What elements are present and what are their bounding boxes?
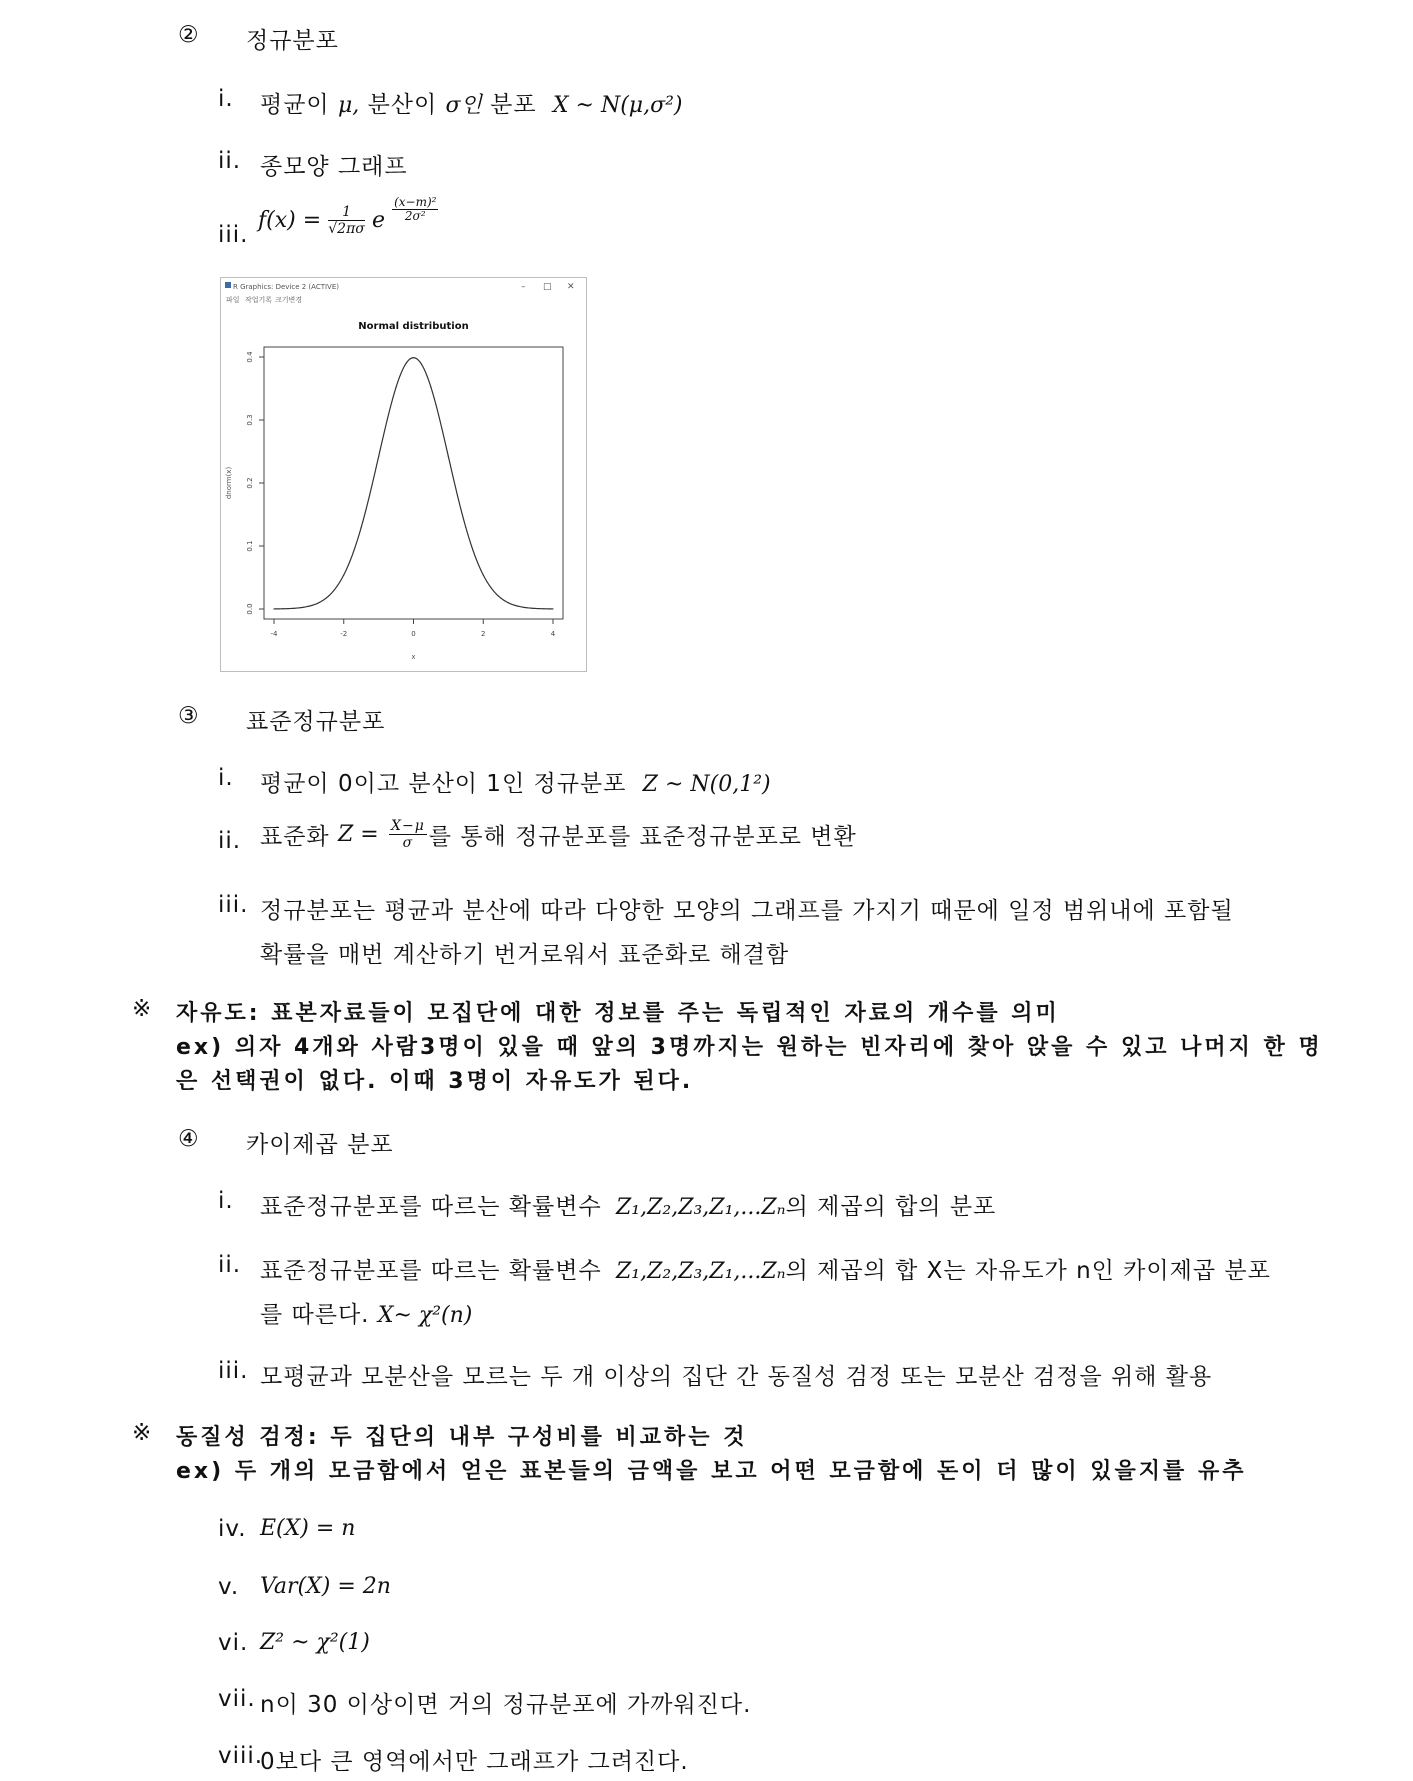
section-marker-4: ④	[178, 1126, 200, 1152]
item-text: 모평균과 모분산을 모르는 두 개 이상의 집단 간 동질성 검정 또는 모분산 검정을 위해 활용	[260, 1364, 1213, 1390]
data-point	[291, 608, 292, 609]
data-point	[483, 574, 484, 575]
math-exponent	[392, 196, 438, 223]
data-point	[500, 597, 501, 598]
item-text: 표준화	[260, 824, 330, 850]
math-formula: X~ χ²(n)	[377, 1303, 473, 1328]
list-item-line2	[260, 1296, 472, 1329]
x-axis-label: x	[411, 653, 416, 661]
fraction-denominator: σ	[402, 835, 414, 851]
data-point	[326, 597, 327, 598]
close-icon[interactable]: ✕	[567, 282, 575, 292]
list-item	[260, 765, 771, 798]
item-text: 를 통해 정규분포를 표준정규분포로 변환	[428, 824, 857, 850]
math-mu: μ,	[337, 93, 360, 118]
item-text: 종모양 그래프	[260, 154, 408, 180]
item-number: viii.	[218, 1743, 264, 1769]
exponent-numerator: (x−m)²	[394, 195, 437, 209]
menu-history[interactable]: 작업기록	[245, 296, 273, 304]
data-point	[448, 456, 449, 457]
r-app-icon	[225, 282, 231, 288]
plot-frame	[264, 347, 563, 619]
math-vars: Z₁,Z₂,Z₃,Z₁,...Zₙ	[616, 1195, 786, 1220]
math-formula: X ~ N(μ,σ²)	[552, 93, 683, 118]
item-number: i.	[218, 86, 234, 112]
maximize-icon[interactable]: □	[543, 282, 552, 292]
minimize-icon[interactable]: –	[521, 282, 526, 292]
data-point	[535, 608, 536, 609]
note-line: 은 선택권이 없다. 이때 3명이 자유도가 된다.	[176, 1069, 694, 1094]
note-line: ex) 의자 4개와 사람3명이 있을 때 앞의 3명까지는 원하는 빈자리에 찾아 앉을 수 있고 나머지 한 명	[176, 1035, 1323, 1060]
math-vars: Z₁,Z₂,Z₃,Z₁,...Zₙ	[616, 1259, 786, 1284]
section-title-normal: 정규분포	[246, 28, 339, 54]
math-fraction	[389, 818, 427, 851]
math-fraction	[328, 204, 365, 237]
list-item	[260, 818, 857, 851]
reference-mark: ※	[132, 996, 153, 1022]
item-text-line2: 확률을 매번 계산하기 번거로워서 표준화로 해결함	[260, 942, 790, 968]
data-point	[361, 527, 362, 528]
math-z: Z =	[337, 822, 379, 847]
item-text: 0보다 큰 영역에서만 그래프가 그려진다.	[260, 1749, 689, 1775]
item-text: 의 제곱의 합 X는 자유도가 n인 카이제곱 분포	[785, 1258, 1271, 1284]
math-sigma: σ인	[445, 93, 482, 118]
reference-mark: ※	[132, 1420, 153, 1446]
exponent-denominator: 2σ²	[404, 209, 426, 223]
section-title-standard-normal: 표준정규분포	[246, 709, 386, 735]
y-tick-label: 0.3	[246, 414, 254, 426]
item-text: n이 30 이상이면 거의 정규분포에 가까워진다.	[260, 1692, 752, 1718]
item-number: iii.	[218, 892, 249, 918]
item-text: 의 제곱의 합의 분포	[785, 1194, 997, 1220]
x-tick-label: -4	[270, 630, 278, 638]
item-text: 표준정규분포를 따르는 확률변수	[260, 1258, 602, 1284]
item-number: iv.	[218, 1516, 247, 1542]
y-tick-label: 0.1	[246, 540, 254, 552]
x-tick-label: 4	[550, 630, 556, 638]
y-tick-label: 0.4	[246, 351, 254, 363]
window-title: R Graphics: Device 2 (ACTIVE)	[233, 283, 339, 291]
r-graphics-window	[220, 277, 587, 672]
data-point	[308, 606, 309, 607]
list-item	[260, 86, 683, 119]
item-number: i.	[218, 765, 234, 791]
x-tick-label: -2	[340, 630, 348, 638]
data-point	[273, 608, 274, 609]
note-line: 동질성 검정: 두 집단의 내부 구성비를 비교하는 것	[176, 1425, 748, 1450]
list-item	[260, 1252, 1271, 1285]
x-tick-label: 0	[411, 630, 416, 638]
item-text: 평균이 0이고 분산이 1인 정규분포	[260, 771, 627, 797]
data-point	[413, 357, 414, 358]
item-text: 분포	[490, 92, 537, 118]
item-number: iii.	[218, 1358, 249, 1384]
density-curve	[274, 358, 553, 609]
item-text: 평균이	[260, 92, 330, 118]
fraction-numerator: X−μ	[391, 818, 425, 834]
y-tick-label: 0.0	[246, 603, 254, 615]
data-point	[378, 456, 379, 457]
fraction-denominator: √2πσ	[328, 221, 365, 237]
note-line: 자유도: 표본자료들이 모집단에 대한 정보를 주는 독립적인 자료의 개수를 의미	[176, 1001, 1060, 1026]
data-point	[465, 527, 466, 528]
section-title-chi-square: 카이제곱 분포	[246, 1132, 394, 1158]
data-point	[552, 608, 553, 609]
math-formula: Z² ~ χ²(1)	[260, 1630, 370, 1655]
data-point	[343, 574, 344, 575]
y-tick-label: 0.2	[246, 477, 254, 489]
density-formula	[258, 195, 440, 237]
data-point	[430, 387, 431, 388]
y-axis-label: dnorm(x)	[225, 466, 233, 500]
item-number: vii.	[218, 1686, 256, 1712]
data-point	[518, 606, 519, 607]
note-line: ex) 두 개의 모금함에서 얻은 표본들의 금액을 보고 어떤 모금함에 돈이 더 많이 있을지를 유추	[176, 1459, 1247, 1484]
item-number: iii.	[218, 222, 249, 248]
item-number: ii.	[218, 148, 242, 174]
item-text: 분산이	[367, 92, 438, 118]
math-fx: f(x) =	[258, 208, 322, 233]
item-text: 표준정규분포를 따르는 확률변수	[260, 1194, 602, 1220]
menu-resize[interactable]: 크기변경	[275, 296, 303, 304]
math-e: e	[371, 208, 385, 233]
math-formula: Var(X) = 2n	[260, 1574, 391, 1599]
section-marker-3: ③	[178, 703, 200, 729]
item-text: 를 따른다.	[260, 1302, 370, 1328]
list-item	[260, 1188, 996, 1221]
item-number: v.	[218, 1574, 240, 1600]
data-point	[395, 387, 396, 388]
item-number: vi.	[218, 1630, 249, 1656]
math-formula: E(X) = n	[260, 1516, 356, 1541]
section-marker-2: ②	[178, 22, 200, 48]
x-tick-label: 2	[481, 630, 486, 638]
normal-distribution-chart	[221, 278, 586, 671]
item-number: i.	[218, 1188, 234, 1214]
fraction-numerator: 1	[328, 204, 365, 221]
chart-title: Normal distribution	[358, 321, 469, 332]
item-text-line1: 정규분포는 평균과 분산에 따라 다양한 모양의 그래프를 가지기 때문에 일정 범위내에 포함될	[260, 898, 1234, 924]
menu-file[interactable]: 파일	[226, 296, 240, 304]
math-formula: Z ~ N(0,1²)	[642, 772, 771, 797]
item-number: ii.	[218, 1252, 242, 1278]
item-number: ii.	[218, 828, 242, 854]
